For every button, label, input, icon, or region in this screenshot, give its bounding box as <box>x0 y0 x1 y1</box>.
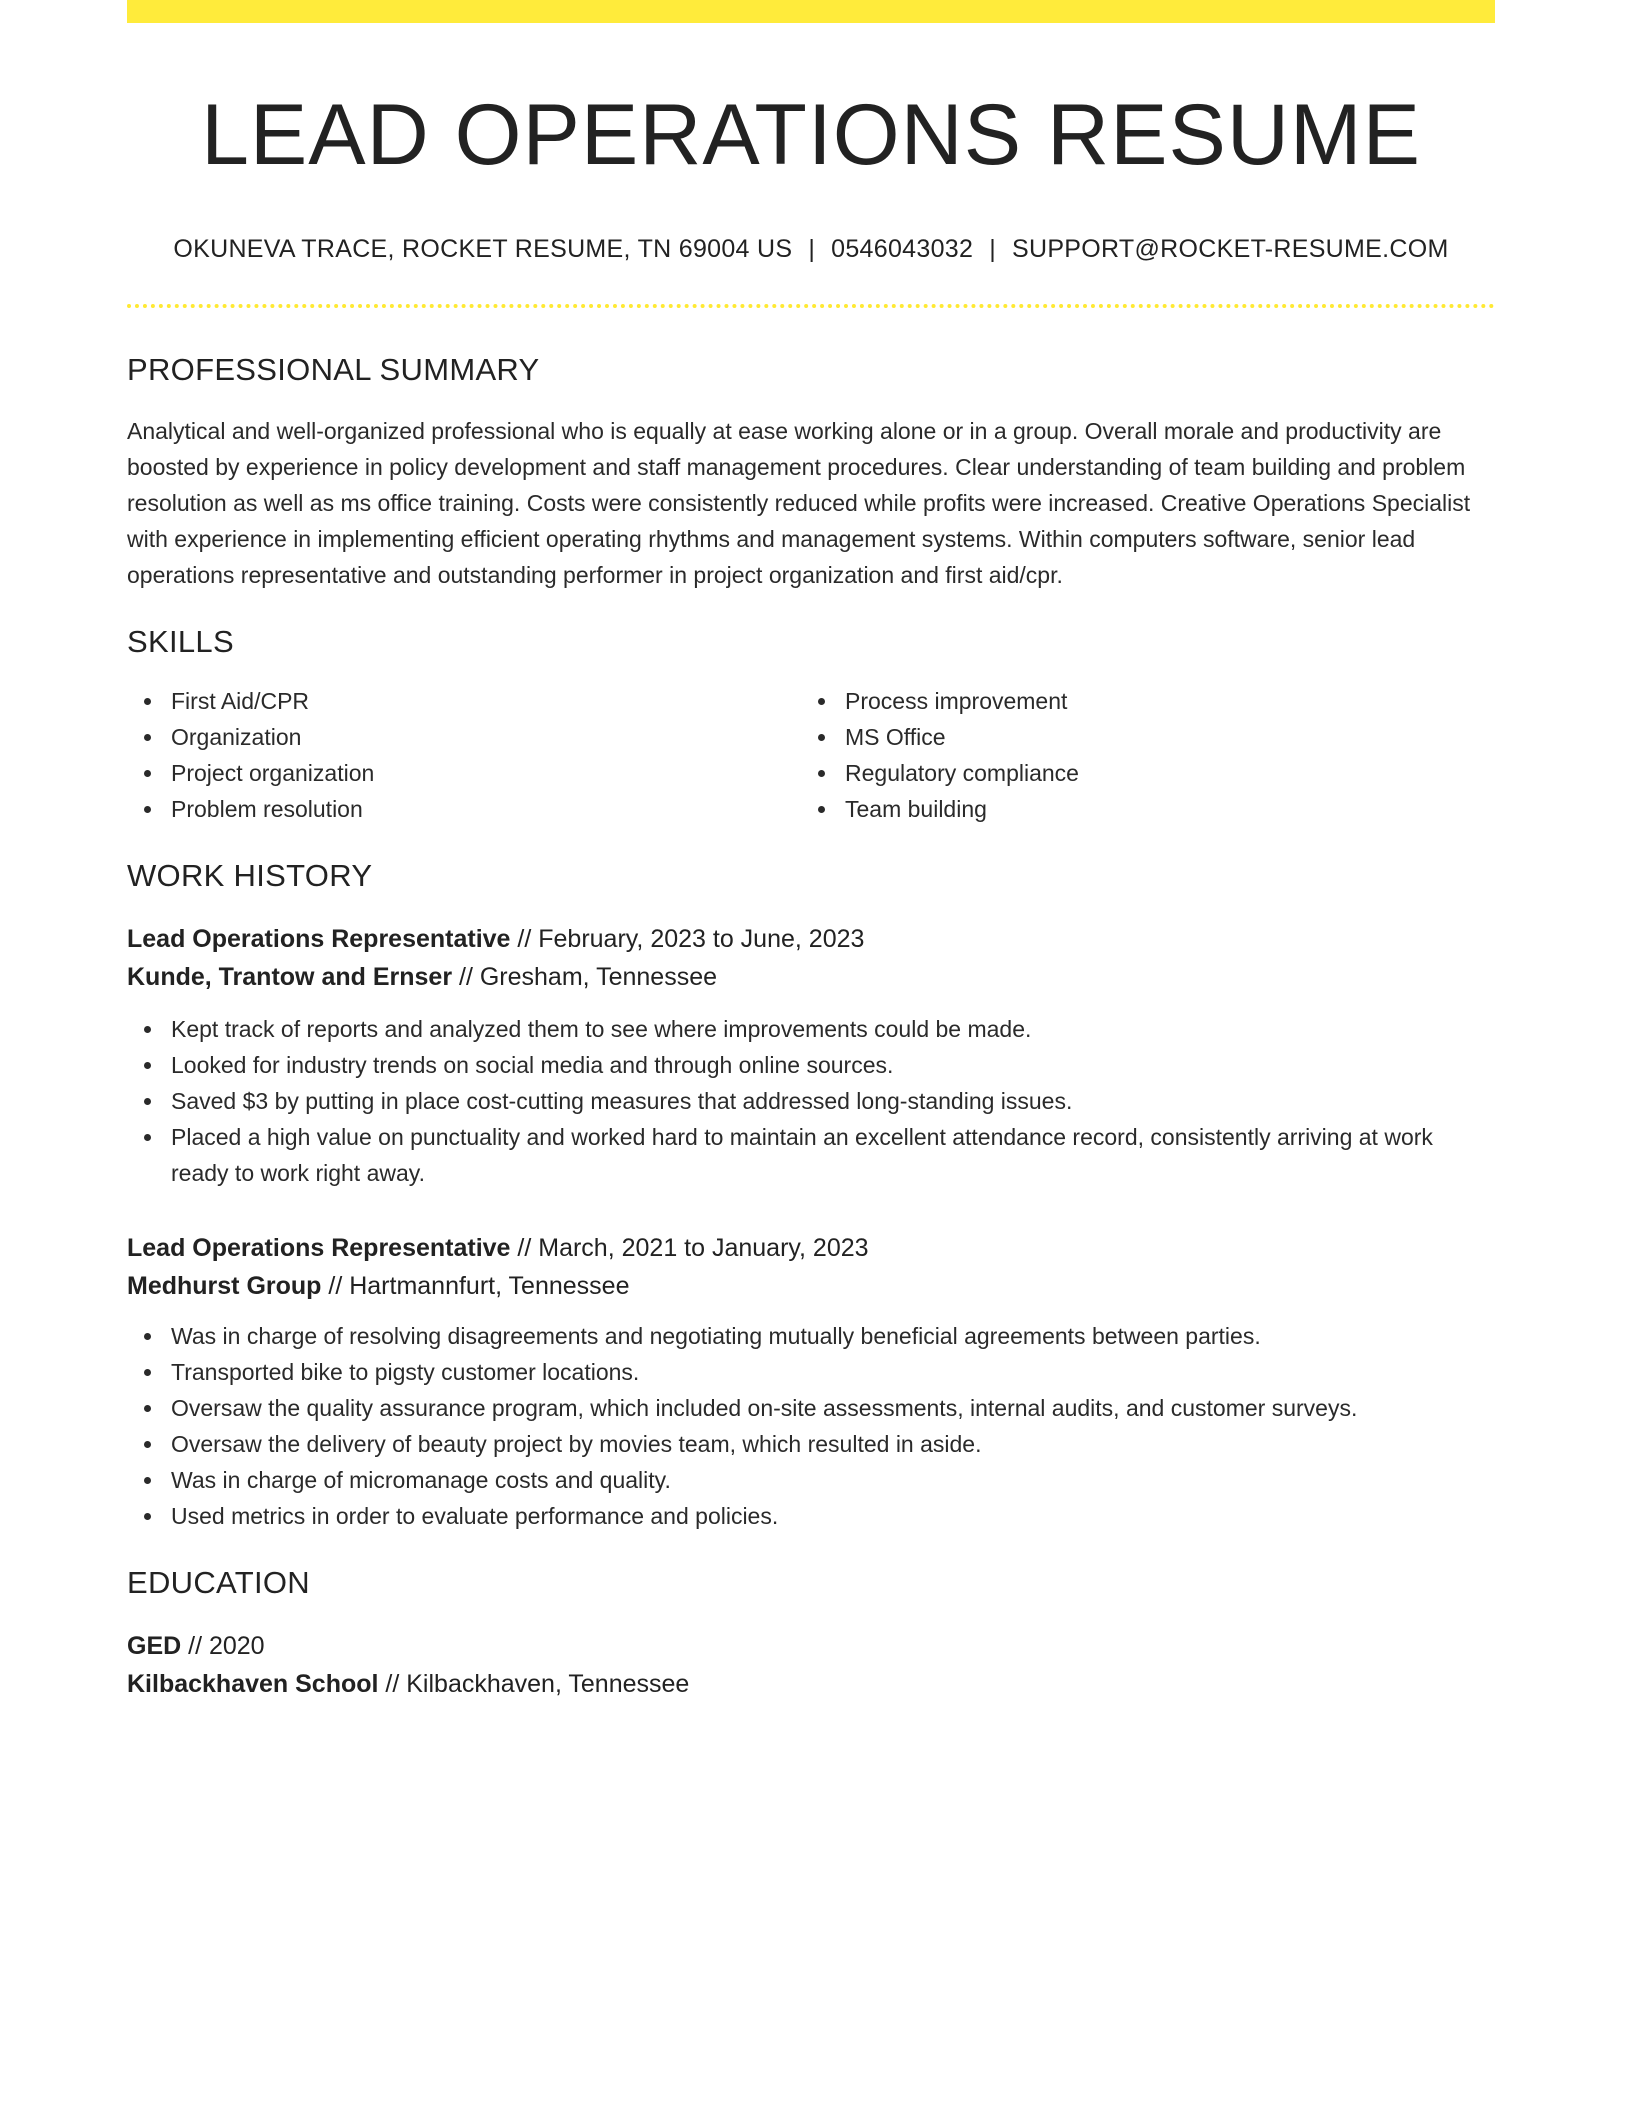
education-year: // 2020 <box>181 1632 265 1660</box>
contact-separator: | <box>989 235 996 263</box>
dotted-divider <box>127 304 1495 308</box>
job-location: // Gresham, Tennessee <box>452 963 718 991</box>
skill-item: Team building <box>845 791 1475 827</box>
job-company-line <box>127 958 1495 996</box>
education-school: Kilbackhaven School <box>127 1670 379 1698</box>
skill-item: Process improvement <box>845 683 1475 719</box>
skills-heading: SKILLS <box>127 624 234 659</box>
job-bullet: Was in charge of micromanage costs and quality. <box>171 1462 1495 1498</box>
job-company: Kunde, Trantow and Ernser <box>127 963 453 991</box>
resume-page <box>127 0 1495 1703</box>
job-title-line <box>127 1229 1495 1267</box>
job-role: Lead Operations Representative <box>127 925 511 953</box>
job-dates: // March, 2021 to January, 2023 <box>510 1234 869 1262</box>
education-degree-line <box>127 1627 1495 1665</box>
job-role: Lead Operations Representative <box>127 1234 511 1262</box>
skill-item: Problem resolution <box>171 791 801 827</box>
summary-text: Analytical and well-organized professional who is equally at ease working alone or in a group. Overall morale and productivity are boosted by experience in policy development and staff management procedures. Clear understanding of team building and problem resolution as well as ms office training. Costs were consistently reduced while profits were increased. Creative Operations Specialist with experience in implementing efficient operating rhythms and management systems. Within computers software, senior lead operations representative and outstanding performer in project organization and first aid/cpr. <box>127 418 1471 588</box>
education-heading: EDUCATION <box>127 1565 310 1600</box>
job-bullet: Oversaw the quality assurance program, which included on-site assessments, internal audits, and customer surveys. <box>171 1390 1495 1426</box>
skill-item: Project organization <box>171 755 801 791</box>
skill-item: Organization <box>171 719 801 755</box>
skill-item: MS Office <box>845 719 1475 755</box>
skills-list <box>127 683 1495 827</box>
job-company-line <box>127 1267 1495 1305</box>
contact-phone: 0546043032 <box>831 235 974 263</box>
skill-item: Regulatory compliance <box>845 755 1475 791</box>
skill-item: First Aid/CPR <box>171 683 801 719</box>
job-bullet: Was in charge of resolving disagreements and negotiating mutually beneficial agreements between parties. <box>171 1318 1495 1354</box>
education-location: // Kilbackhaven, Tennessee <box>378 1670 690 1698</box>
education-school-line <box>127 1665 1495 1703</box>
job-title-line <box>127 920 1495 958</box>
education-degree: GED <box>127 1632 182 1660</box>
accent-bar <box>127 0 1495 23</box>
job-bullet: Kept track of reports and analyzed them to see where improvements could be made. <box>171 1011 1495 1047</box>
skills-column-right <box>801 683 1475 827</box>
contact-separator: | <box>808 235 816 263</box>
job-bullet: Oversaw the delivery of beauty project by movies team, which resulted in aside. <box>171 1426 1495 1462</box>
skills-column-left <box>127 683 801 827</box>
work-history-heading: WORK HISTORY <box>127 858 373 893</box>
job-bullets <box>127 1318 1495 1534</box>
job-bullet: Transported bike to pigsty customer locations. <box>171 1354 1495 1390</box>
job-location: // Hartmannfurt, Tennessee <box>321 1272 630 1300</box>
job-company: Medhurst Group <box>127 1272 322 1300</box>
contact-address: OKUNEVA TRACE, ROCKET RESUME, TN 69004 US <box>173 235 793 263</box>
job-bullet: Used metrics in order to evaluate performance and policies. <box>171 1498 1495 1534</box>
job-bullets <box>127 1011 1495 1191</box>
resume-title: LEAD OPERATIONS RESUME <box>201 87 1421 183</box>
job-bullet: Saved $3 by putting in place cost-cutting measures that addressed long-standing issues. <box>171 1083 1495 1119</box>
summary-heading: PROFESSIONAL SUMMARY <box>127 352 540 387</box>
job-dates: // February, 2023 to June, 2023 <box>510 925 865 953</box>
contact-email: SUPPORT@ROCKET-RESUME.COM <box>1011 235 1449 263</box>
job-bullet: Placed a high value on punctuality and worked hard to maintain an excellent attendance record, consistently arriving at work ready to work right away. <box>171 1119 1495 1191</box>
contact-line <box>127 233 1495 265</box>
job-bullet: Looked for industry trends on social media and through online sources. <box>171 1047 1495 1083</box>
